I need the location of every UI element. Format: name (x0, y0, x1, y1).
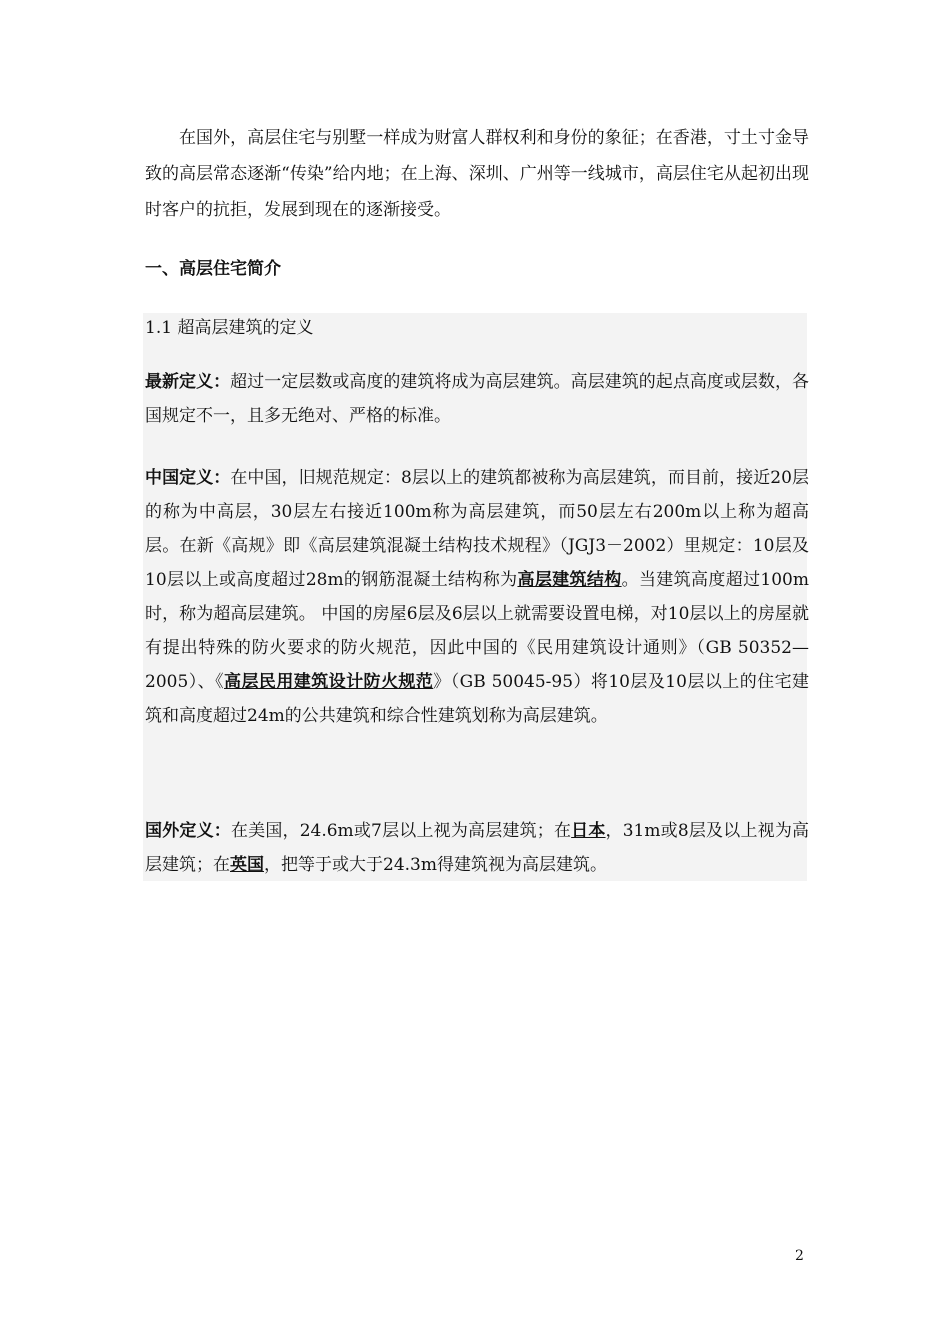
newest-definition-text: 超过一定层数或高度的建筑将成为高层建筑。高层建筑的起点高度或层数，各国规定不一，且多无绝对、严格的标准。 (145, 372, 810, 426)
china-definition-label: 中国定义： (145, 468, 231, 488)
subsection-title: 1.1 超高层建筑的定义 (145, 318, 314, 338)
link-uk[interactable]: 英国 (230, 855, 264, 875)
foreign-definition-text-1: 在美国，24.6m或7层以上视为高层建筑；在 (230, 821, 572, 841)
link-high-rise-structure[interactable]: 高层建筑结构 (517, 570, 622, 590)
intro-text: 在国外，高层住宅与别墅一样成为财富人群权利和身份的象征；在香港，寸土寸金导致的高层常态逐渐“传染”给内地；在上海、深圳、广州等一线城市，高层住宅从起初出现时客户的抗拒，发展到现在的逐渐接受。 (145, 128, 809, 220)
foreign-definition-paragraph (145, 814, 809, 882)
link-japan[interactable]: 日本 (571, 821, 606, 841)
newest-definition-paragraph (145, 365, 809, 433)
newest-definition-label: 最新定义： (145, 372, 231, 392)
foreign-definition-text-2: ，31m或8层及以上视为高层建筑；在 (145, 821, 810, 875)
china-definition-text-2: 。当建筑高度超过100m时，称为超高层建筑。 中国的房屋6层及6层以上就需要设置电梯，对10层以上的房屋就有提出特殊的防火要求的防火规范，因此中国的《民用建筑设计通则》（GB 50352—2005）、《 (145, 570, 809, 692)
foreign-definition-text-3: ，把等于或大于24.3m得建筑视为高层建筑。 (264, 855, 607, 875)
foreign-definition-label: 国外定义： (145, 821, 231, 841)
intro-paragraph (145, 120, 809, 228)
china-definition-text-1: 在中国，旧规范规定：8层以上的建筑都被称为高层建筑，而目前，接近20层的称为中高层，30层左右接近100m称为高层建筑，而50层左右200m以上称为超高层。在新《高规》即《高层建筑混凝土结构技术规程》（JGJ3－2002）里规定：10层及10层以上或高度超过28m的钢筋混凝土结构称为 (145, 468, 810, 590)
china-definition-paragraph (145, 461, 809, 733)
page-number: 2 (795, 1248, 804, 1264)
section-heading: 一、高层住宅简介 (145, 259, 281, 279)
link-fire-code[interactable]: 高层民用建筑设计防火规范 (224, 672, 434, 692)
china-definition-text-3: 》（GB 50045-95）将10层及10层以上的住宅建筑和高度超过24m的公共建筑和综合性建筑划称为高层建筑。 (145, 672, 810, 726)
